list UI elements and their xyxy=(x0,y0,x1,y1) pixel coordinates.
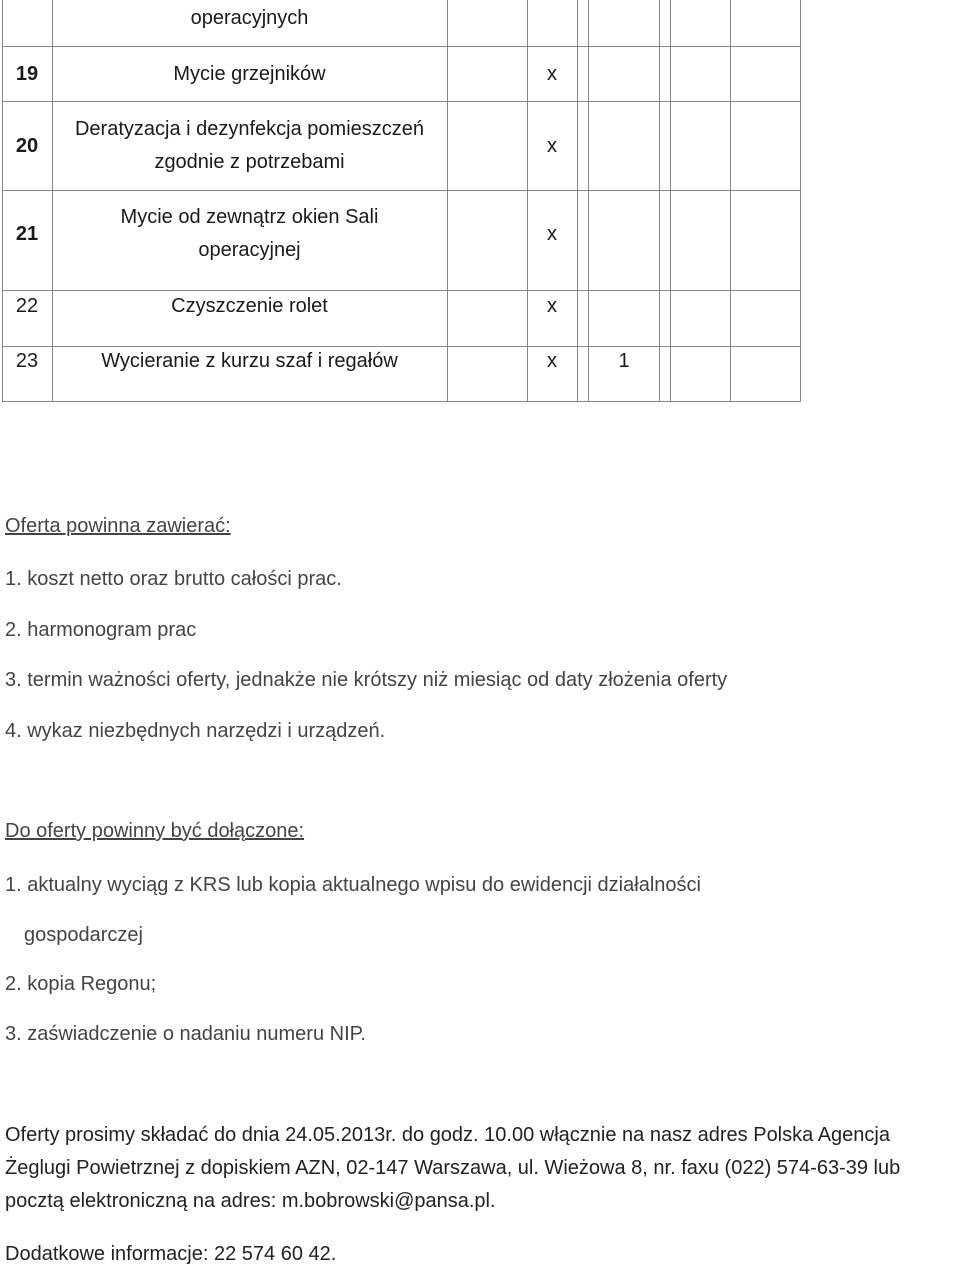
table-cell-description: Mycie od zewnątrz okien Sali xyxy=(120,206,379,228)
attachment-item-continuation: gospodarczej xyxy=(24,924,143,946)
table-col-divider xyxy=(447,0,448,402)
table-row-divider xyxy=(2,190,801,191)
attachment-item: 1. aktualny wyciąg z KRS lub kopia aktualnego wpisu do ewidencji działalności xyxy=(5,874,701,896)
table-col-divider xyxy=(659,0,660,402)
offer-item: 2. harmonogram prac xyxy=(5,619,197,641)
table-border-bottom xyxy=(2,401,801,402)
submission-text: Oferty prosimy składać do dnia 24.05.2013r. do godz. 10.00 włącznie na nasz adres Polska Agencja xyxy=(5,1124,890,1146)
table-cell-mark: x xyxy=(547,350,557,372)
table-col-divider xyxy=(670,0,671,402)
table-cell-number: 21 xyxy=(15,223,39,245)
submission-text: pocztą elektroniczną na adres: m.bobrowski@pansa.pl. xyxy=(5,1190,496,1212)
table-cell-description: Deratyzacja i dezynfekcja pomieszczeń xyxy=(74,118,425,140)
attachment-item: 3. zaświadczenie o nadaniu numeru NIP. xyxy=(5,1023,366,1045)
table-cell-mark: x xyxy=(547,295,557,317)
table-row-divider xyxy=(2,101,801,102)
table-col-divider xyxy=(730,0,731,402)
offer-heading: Oferta powinna zawierać: xyxy=(5,515,231,537)
attachment-item: 2. kopia Regonu; xyxy=(5,973,157,995)
table-cell-mark: x xyxy=(547,63,557,85)
table-cell-description: operacyjnej xyxy=(198,239,301,261)
table-cell-description: Czyszczenie rolet xyxy=(171,295,328,317)
offer-item: 3. termin ważności oferty, jednakże nie krótszy niż miesiąc od daty złożenia oferty xyxy=(5,669,728,691)
attachments-heading: Do oferty powinny być dołączone: xyxy=(5,820,305,842)
table-border-right xyxy=(800,0,801,402)
table-cell-mark: x xyxy=(547,223,557,245)
table-cell-number: 23 xyxy=(15,350,39,372)
table-cell-description: operacyjnych xyxy=(190,7,309,29)
table-cell-number: 22 xyxy=(15,295,39,317)
table-cell-description: zgodnie z potrzebami xyxy=(154,151,345,173)
table-cell-number: 20 xyxy=(15,135,39,157)
table-cell-extra: 1 xyxy=(618,350,630,372)
table-cell-description: Wycieranie z kurzu szaf i regałów xyxy=(101,350,398,372)
table-cell-description: Mycie grzejników xyxy=(173,63,326,85)
table-col-divider xyxy=(577,0,578,402)
table-cell-mark: x xyxy=(547,135,557,157)
offer-item: 1. koszt netto oraz brutto całości prac. xyxy=(5,568,342,590)
offer-item: 4. wykaz niezbędnych narzędzi i urządzeń. xyxy=(5,720,386,742)
additional-info: Dodatkowe informacje: 22 574 60 42. xyxy=(5,1243,337,1265)
table-cell-number: 19 xyxy=(15,63,39,85)
table-row-divider xyxy=(2,46,801,47)
table-col-divider xyxy=(588,0,589,402)
submission-text: Żeglugi Powietrznej z dopiskiem AZN, 02-147 Warszawa, ul. Wieżowa 8, nr. faxu (022) 574-63-39 lub xyxy=(5,1157,901,1179)
